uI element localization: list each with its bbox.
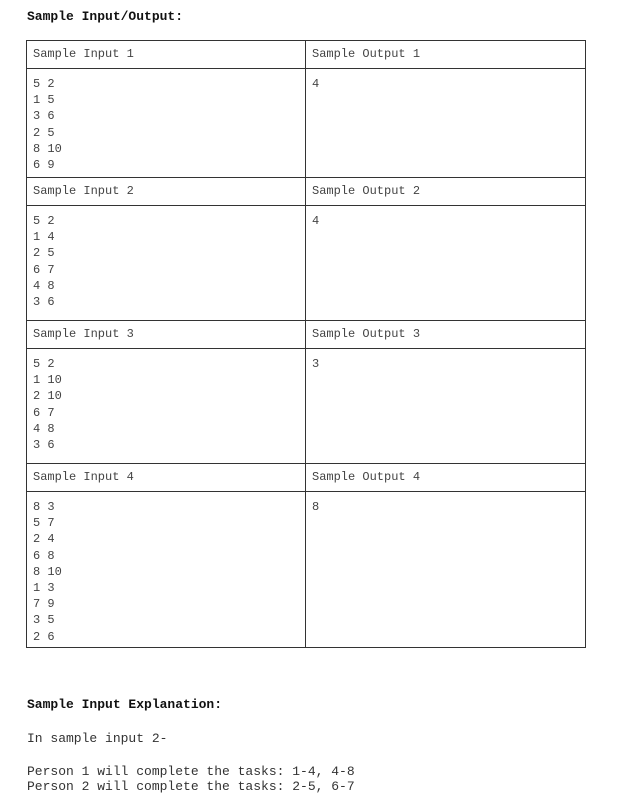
sample-output-data: 8 [306, 492, 586, 648]
sample-input-data: 8 3 5 7 2 4 6 8 8 10 1 3 7 9 3 5 2 6 [27, 492, 306, 648]
sample-input-data: 5 2 1 5 3 6 2 5 8 10 6 9 [27, 69, 306, 178]
sample-input-label: Sample Input 3 [27, 321, 306, 349]
table-header-row [27, 464, 586, 492]
sample-output-data: 3 [306, 349, 586, 464]
explanation-line: Person 1 will complete the tasks: 1-4, 4-8 [27, 764, 355, 779]
table-row [27, 349, 586, 464]
table-header-row [27, 321, 586, 349]
sample-input-data: 5 2 1 4 2 5 6 7 4 8 3 6 [27, 206, 306, 321]
sample-io-heading: Sample Input/Output: [27, 9, 184, 24]
sample-output-data: 4 [306, 69, 586, 178]
table-row [27, 69, 586, 178]
sample-output-label: Sample Output 2 [306, 178, 586, 206]
explanation-heading: Sample Input Explanation: [27, 697, 223, 712]
sample-output-data: 4 [306, 206, 586, 321]
sample-output-label: Sample Output 1 [306, 41, 586, 69]
sample-output-label: Sample Output 3 [306, 321, 586, 349]
table-header-row [27, 41, 586, 69]
sample-output-label: Sample Output 4 [306, 464, 586, 492]
sample-input-data: 5 2 1 10 2 10 6 7 4 8 3 6 [27, 349, 306, 464]
table-row [27, 492, 586, 648]
sample-io-table [26, 40, 586, 648]
explanation-line: Person 2 will complete the tasks: 2-5, 6-7 [27, 779, 355, 794]
sample-input-label: Sample Input 2 [27, 178, 306, 206]
sample-input-label: Sample Input 4 [27, 464, 306, 492]
explanation-intro: In sample input 2- [27, 731, 168, 746]
sample-input-label: Sample Input 1 [27, 41, 306, 69]
table-header-row [27, 178, 586, 206]
table-row [27, 206, 586, 321]
